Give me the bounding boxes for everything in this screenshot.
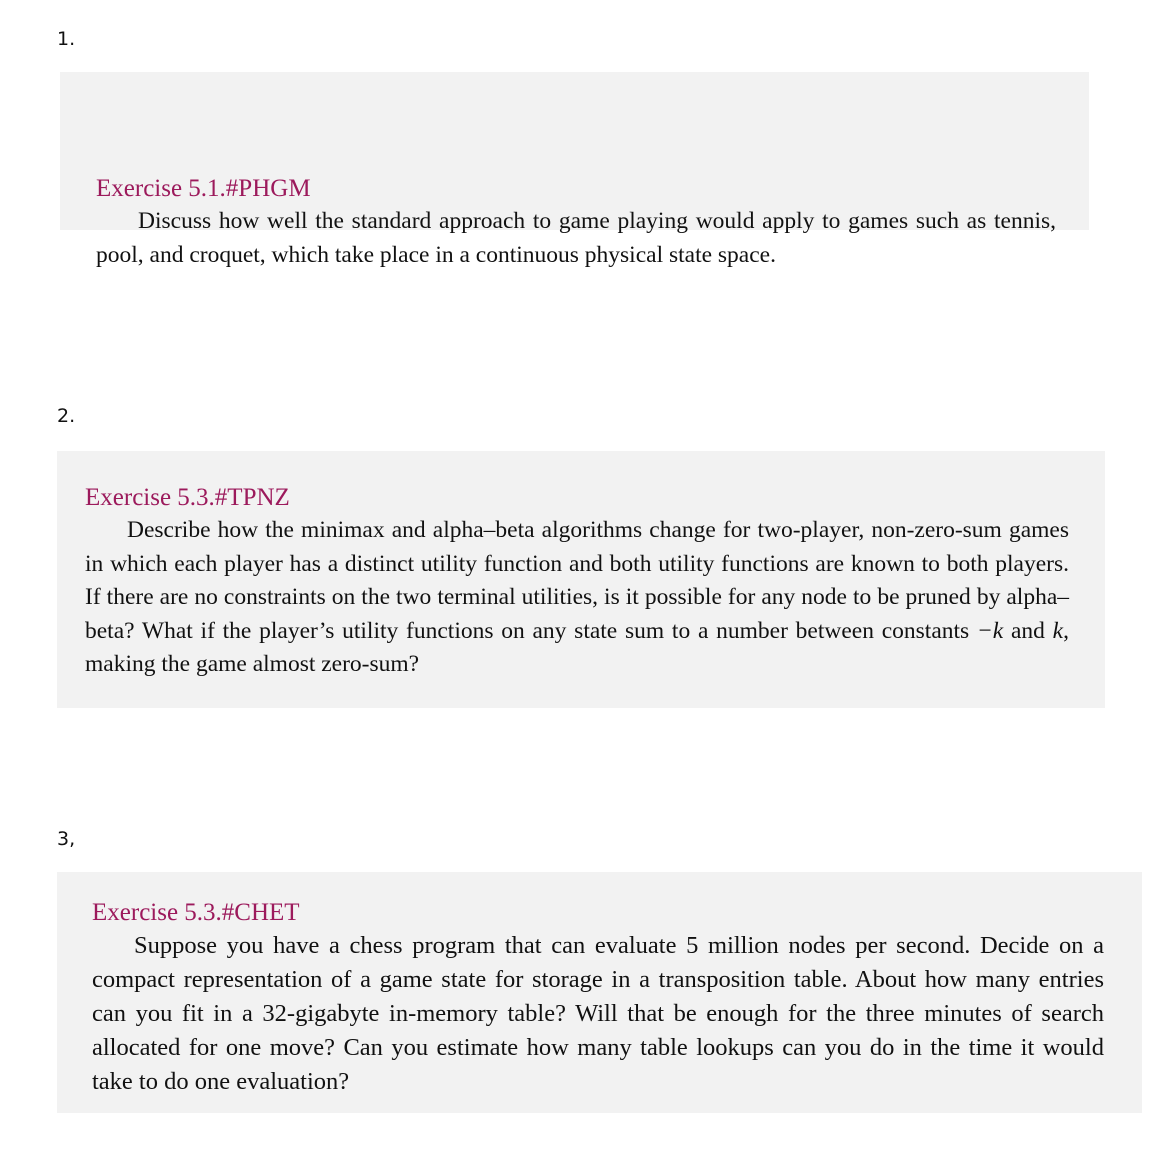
exercise-box (57, 451, 1105, 708)
text-segment: Describe how the minimax and alpha–beta algorithms change for two-player, non-zero-sum games in which each player has a distinct utility function and both utility functions are known to both players. If there are no constraints on the two terminal utilities, is it possible for any node to be pruned by alpha–beta? What if the player’s utility functions on any state sum to a number between constants (85, 517, 1069, 644)
exercise-text (85, 514, 1069, 682)
math-k: k (1052, 617, 1064, 644)
exercise-title: Exercise 5.3.#TPNZ (85, 484, 290, 511)
text-segment: , making the game almost zero-sum? (85, 617, 1069, 677)
exercise-text: Suppose you have a chess program that can evaluate 5 million nodes per second. Decide on a compact representation of a game state for storage in a transposition table. About how many entries can you fit in a 32-gigabyte in-memory table? Will that be enough for the three minutes of search allocated for one move? Can you estimate how many table lookups can you do in the time it would take to do one evaluation? (92, 932, 1104, 1095)
item-number: 3, (57, 828, 76, 850)
item-number: 2. (57, 405, 76, 427)
text-segment: and (1003, 617, 1053, 644)
exercise-box (60, 72, 1089, 268)
exercise-box (57, 872, 1142, 1113)
exercise-title: Exercise 5.1.#PHGM (96, 175, 311, 202)
item-number: 1. (57, 28, 76, 50)
math-neg-k: −k (976, 617, 1004, 644)
exercise-text: Discuss how well the standard approach to game playing would apply to games such as tennis, pool, and croquet, which take place in a continuous physical state space. (96, 208, 1056, 268)
exercise-title: Exercise 5.3.#CHET (92, 899, 300, 926)
